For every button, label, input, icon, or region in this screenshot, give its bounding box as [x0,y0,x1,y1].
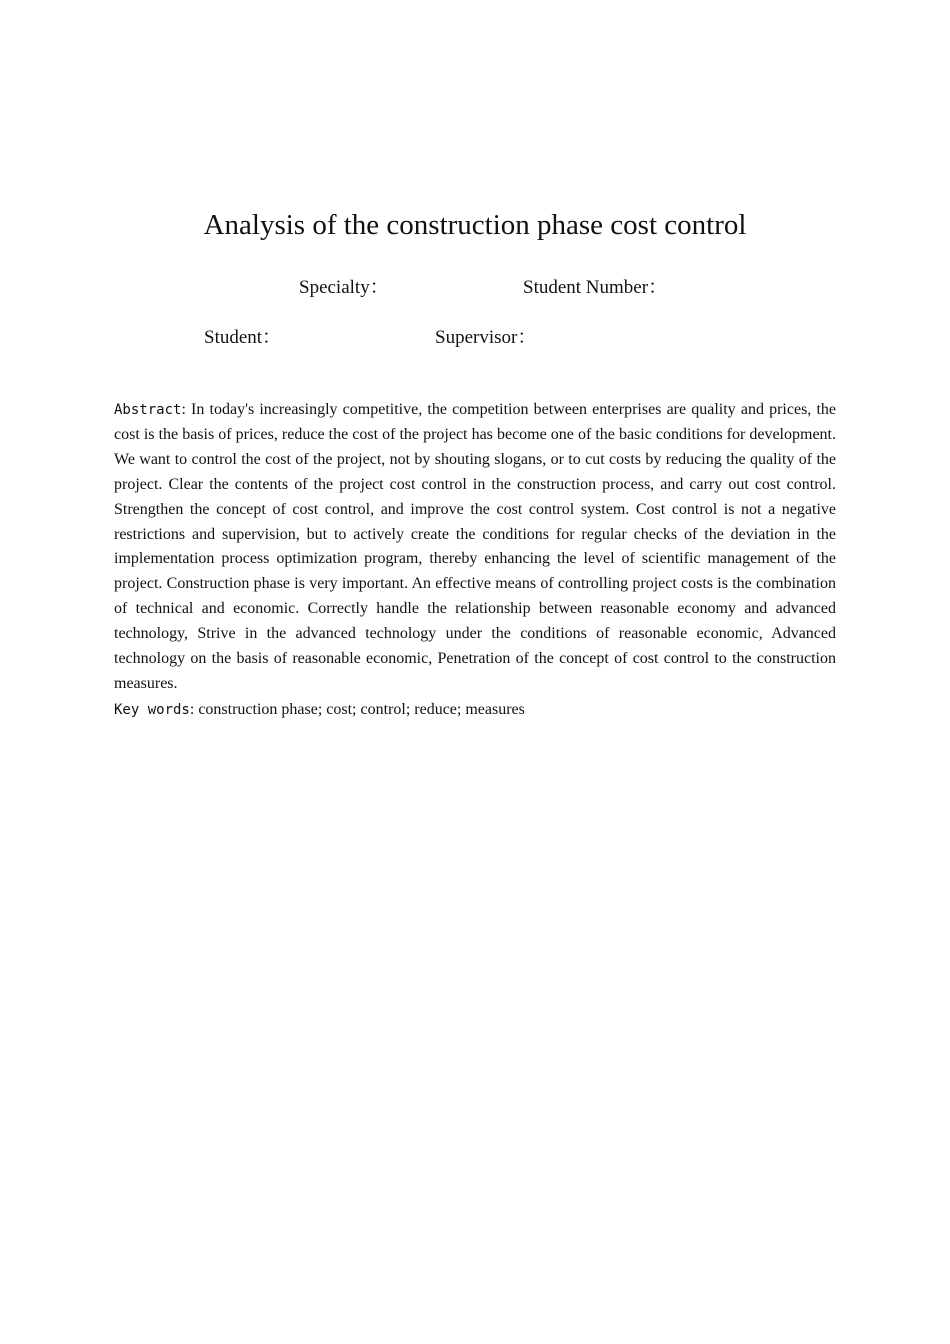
abstract-label: Abstract [114,402,182,418]
student-field-label: Student： [204,327,282,348]
abstract-text: In today's increasingly competitive, the competition between enterprises are quality and prices, the cost is the basis of prices, reduce the cost of the project has become one of the basic conditions for development. We want to control the cost of the project, not by shouting slogans, or to cut costs by reducing the quality of the project. Clear the contents of the project cost control in the construction process, and carry out cost control. Strengthen the concept of cost control, and improve the cost control system. Cost control is not a negative restrictions and supervision, but to actively create the conditions for regular checks of the deviation in the implementation process optimization program, thereby enhancing the level of scientific management of the project. Construction phase is very important. An effective means of controlling project costs is the combination of technical and economic. Correctly handle the relationship between reasonable economy and advanced technology, Strive in the advanced technology under the conditions of reasonable economic, Advanced technology on the basis of reasonable economic, Penetration of the concept of cost control to the construction measures. [114,401,836,692]
page-title: Analysis of the construction phase cost control [203,209,747,241]
keywords-line [114,698,836,723]
abstract-paragraph [114,398,836,697]
keywords-separator: : [189,701,199,718]
supervisor-field-label: Supervisor： [435,327,537,348]
abstract-separator: : [181,401,192,418]
keywords-text: construction phase; cost; control; reduce; measures [198,701,525,718]
specialty-field-label: Specialty： [299,277,389,298]
student-number-field-label: Student Number： [523,277,668,298]
keywords-label: Key words [114,702,190,718]
